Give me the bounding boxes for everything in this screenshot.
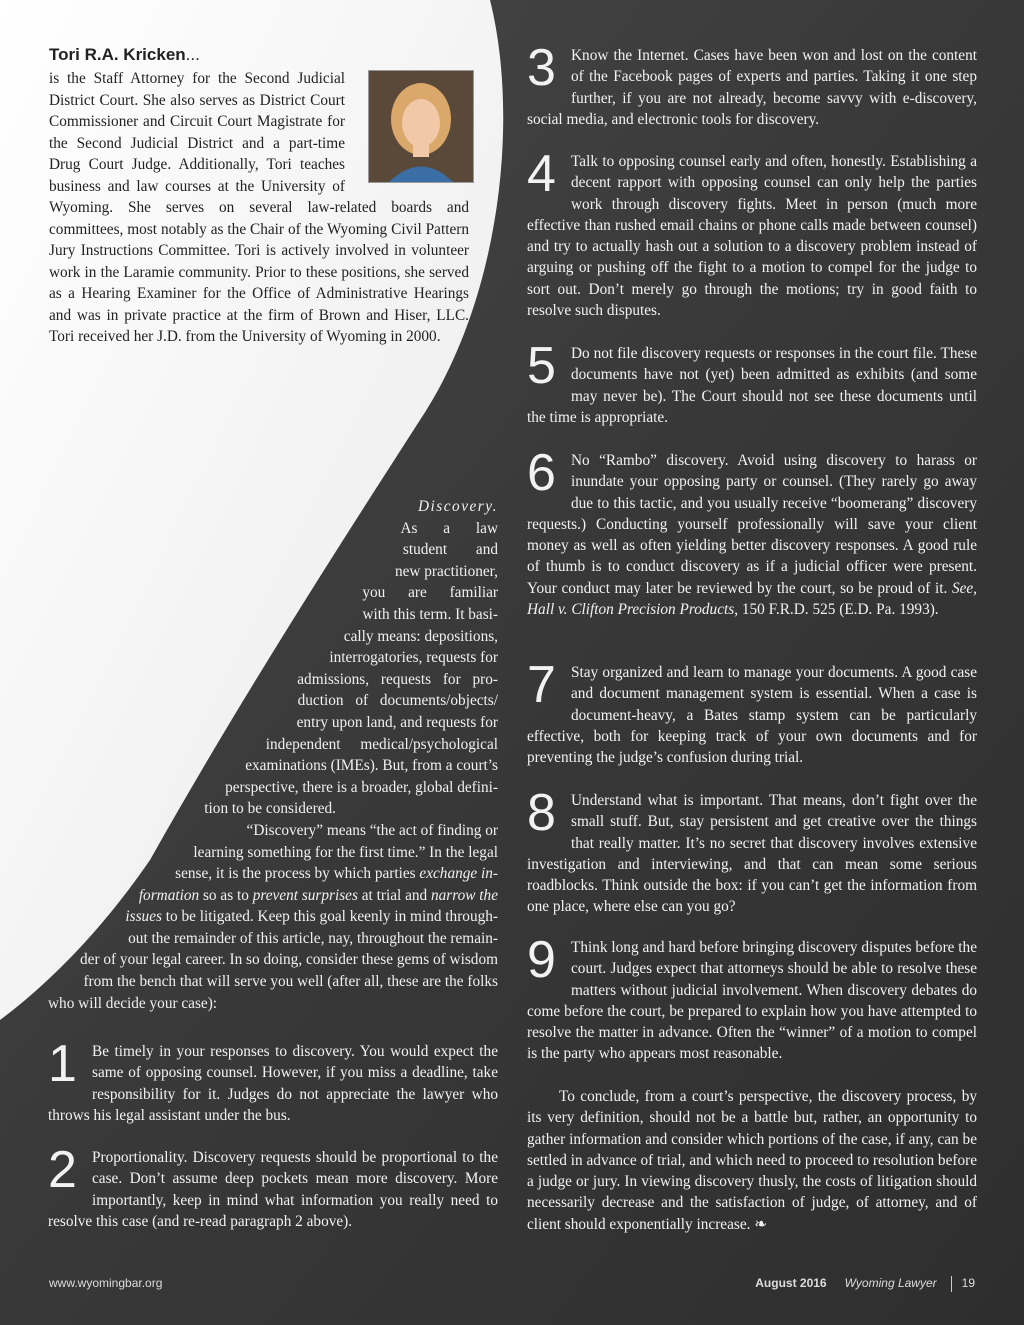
tip-1: 1 Be timely in your responses to discovery. You would expect the same of opposing counsel. However, if you miss a deadline, take responsibility for it. Judges do not appreciate the lawyer who throws his legal assistant under the bus. xyxy=(48,1035,498,1124)
tip-4: 4 Talk to opposing counsel early and often, honestly. Establishing a decent rapport with opposing counsel can only help the parties work through discovery fights. Meet in person (much more effective than rushed email chains or phone calls made between counsel) and try to actually hash out a solution to a discovery problem instead of arguing or pushing off the fight to a motion to compel for the judge to sort out. Don’t merely go through the motions; try in good faith to resolve such disputes. xyxy=(527,145,977,320)
tip-6: 6 No “Rambo” discovery. Avoid using discovery to harass or inundate your opposing party or counsel. (They rarely go away due to this tactic, and you usually receive “boomerang” discovery requests.) Conducting yourself professionally will save your client money as well as often yielding better discovery responses. A good rule of thumb is to conduct discovery as if a judicial officer were present. Your conduct may later be reviewed by the court, so be proud of it. See, Hall v. Clifton Precision Products, 150 F.R.D. 525 (E.D. Pa. 1993). xyxy=(527,444,977,619)
tip-number: 7 xyxy=(527,656,556,714)
tip-3: 3 Know the Internet. Cases have been won and lost on the content of the Facebook pages of experts and parties. Taking it one step further, if you are not already, become savvy with e-discovery, social media, and electronic tools for discovery. xyxy=(527,39,977,128)
tip-9: 9 Think long and hard before bringing discovery disputes before the court. Judges expect that attorneys should be able to resolve these matters without judicial involvement. When discovery debates do come before the court, be prepared to explain how you have attempted to resolve the matter in advance. Often the “winner” of a motion to compel is the party who appears most reasonable. xyxy=(527,931,977,1063)
tip-number: 5 xyxy=(527,337,556,395)
footer-publication: Wyoming Lawyer xyxy=(844,1276,937,1291)
tip-7: 7 Stay organized and learn to manage your documents. A good case and document management system is essential. When a case is document-heavy, a Bates stamp system can be particularly effective, both for keeping track of your own documents and for preventing the judge’s confusion during trial. xyxy=(527,656,977,767)
intro-paragraph: Discovery. As a law student and new practitioner, you are familiar with this term. It basi- cally means: depositions, interrogatories, requests for admissions, requests for pro- duction of documents/objects/ entry upon land, and requests for independent medical/psychological examinations (IMEs). But, from a court’s perspective, there is a broader, global defini- tion to be considered. “Discovery” means “the act of finding or learning something for the first time.” In the legal sense, it is the process by which parties exchange in- formation so as to prevent surprises at trial and narrow the issues to be litigated. Keep this goal keenly in mind through- out the remainder of this article, nay, throughout the remain- der of your legal career. In so doing, consider these gems of wisdom from the bench that will serve you well (after all, these are the folks who will decide your case): xyxy=(48,498,498,1012)
footer-info xyxy=(755,1276,975,1292)
page-number: 19 xyxy=(961,1276,975,1291)
tip-number: 6 xyxy=(527,444,556,502)
tip-number: 4 xyxy=(527,145,556,203)
tip-8: 8 Understand what is important. That means, don’t fight over the small stuff. But, stay persistent and get creative over the things that really matter. It’s no secret that discovery involves extensive investigation and interviewing, and that can mean some serious roadblocks. Think outside the box: if you can’t get the information from one place, where else can you go? xyxy=(527,784,977,916)
footer-divider xyxy=(951,1276,952,1292)
bio-name: Tori R.A. Kricken... xyxy=(49,45,200,64)
tip-number: 9 xyxy=(527,931,556,989)
tip-number: 8 xyxy=(527,784,556,842)
tip-number: 1 xyxy=(48,1035,77,1093)
footer-url[interactable]: www.wyomingbar.org xyxy=(49,1276,163,1290)
end-mark: ❧ xyxy=(754,1215,768,1233)
conclusion-paragraph: To conclude, from a court’s perspective, the discovery process, by its very definition, should not be a battle but, rather, an opportunity to gather information and consider which portions of the case, if any, can be settled in advance of trial, and which need to proceed to resolution before a judge or jury. In viewing discovery thusly, the costs of litigation should necessarily decrease and the satisfaction of judge, of attorney, and of client should exponentially increase. ❧ xyxy=(527,1088,977,1233)
tip-5: 5 Do not file discovery requests or responses in the court file. These documents have not (yet) been admitted as exhibits (and some may never be). The Court should not see these documents until the time is appropriate. xyxy=(527,337,977,426)
tip-number: 2 xyxy=(48,1141,77,1199)
tip-number: 3 xyxy=(527,39,556,97)
footer-date: August 2016 xyxy=(755,1276,827,1291)
bio-text: is the Staff Attorney for the Second Judicial District Court. She also serves as District Court Commissioner and Circuit Court Magistrate for the Second Judicial District and a part-time Drug Court Judge. Additionally, Tori teaches business and law courses at the University of Wyoming. She serves on several law-related boards and committees, most notably as the Chair of the Wyoming Civil Pattern Jury Instructions Committee. Tori is actively involved in volunteer work in the Laramie community. Prior to these positions, she served as a Hearing Examiner for the Office of Administrative Hearings and was in private practice at the firm of Brown and Hiser, LLC. Tori received her J.D. from the University of Wyoming in 2000. xyxy=(49,70,469,345)
tip-2: 2 Proportionality. Discovery requests should be proportional to the case. Don’t assume deep pockets mean more discovery. More importantly, keep in mind what information you really need to resolve this case (and re-read paragraph 2 above). xyxy=(48,1141,498,1230)
